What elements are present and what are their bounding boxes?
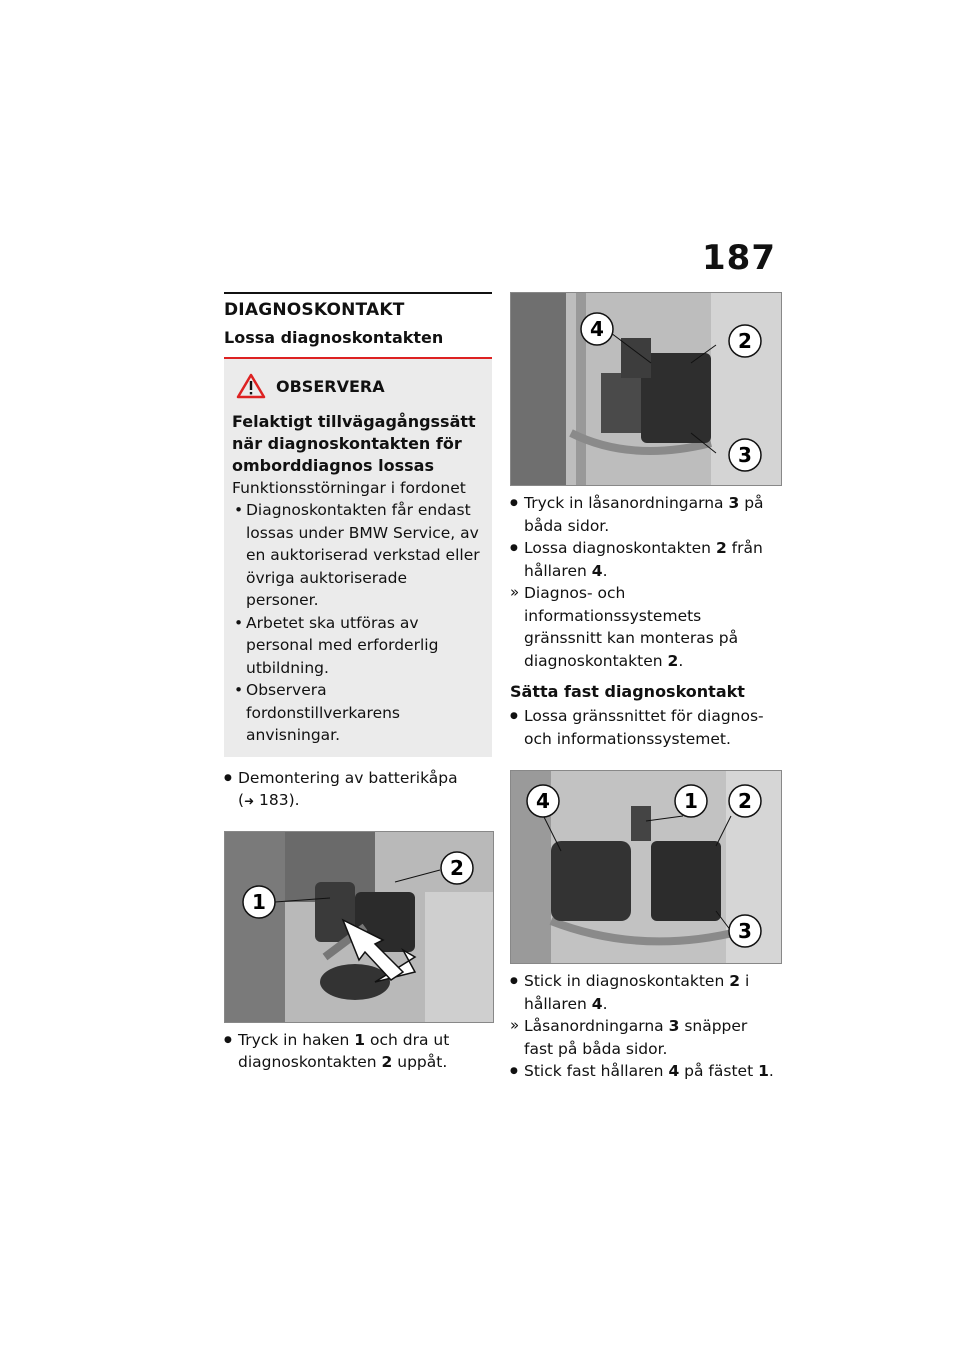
warning-list (232, 499, 484, 747)
step-text: i hållaren (524, 972, 750, 1013)
callout-label: 3 (738, 919, 752, 943)
ref-number: 1 (758, 1062, 769, 1080)
callout-label: 3 (738, 443, 752, 467)
ref-number: 4 (591, 561, 603, 580)
ref-number: 4 (668, 1062, 680, 1080)
figure-2 (510, 292, 782, 486)
step-list-3 (510, 492, 780, 672)
step-text: Diagnos- och informationssystemets gränssnitt kan monteras på diagnoskontakten (524, 584, 739, 670)
step-text: Tryck in låsanordningarna (524, 494, 729, 512)
step-text: Lossa diagnoskontakten (524, 539, 716, 557)
callout-label: 4 (590, 317, 604, 341)
step-list-1 (224, 767, 492, 813)
page-reference[interactable]: 183). (254, 791, 300, 809)
list-item: • Diagnoskontakten får endast lossas under BMW Service, av en auktoriserad verkstad eller övriga auktoriserade personer. (232, 499, 484, 612)
figure-1 (224, 831, 494, 1023)
step-item (510, 1060, 780, 1083)
section-title: DIAGNOSKONTAKT (224, 300, 405, 320)
step-text: . (768, 1062, 774, 1080)
step-item (510, 492, 780, 537)
step-text: Låsanordningarna (524, 1017, 669, 1035)
step-text: Stick in diagnoskontakten (524, 972, 730, 990)
callout-label: 4 (536, 789, 550, 813)
callout-label: 1 (252, 889, 266, 914)
step-text: . (602, 994, 608, 1013)
subsection-title: Sätta fast diagnoskontakt (510, 682, 745, 701)
step-item (510, 970, 780, 1015)
ref-number: 2 (715, 539, 727, 557)
result-item (510, 1015, 780, 1060)
ref-number: 1 (354, 1030, 366, 1049)
section-rule (224, 292, 492, 294)
step-text: på båda sidor. (524, 494, 764, 535)
arrow-right-icon: ➜ (244, 794, 255, 808)
ref-number: 4 (591, 994, 603, 1013)
step-text: på fästet (679, 1062, 759, 1080)
warning-intro: Funktionsstörningar i fordonet (232, 479, 466, 497)
warning-label: OBSERVERA (276, 376, 385, 396)
warning-box (224, 359, 492, 757)
step-text: uppåt. (392, 1053, 448, 1071)
step-text: Demontering av batterikåpa (238, 768, 458, 787)
figure-3 (510, 770, 782, 964)
ref-number: 3 (668, 1017, 680, 1035)
ref-open: ( (238, 791, 245, 809)
step-text: från hållaren (524, 539, 763, 580)
step-list-2 (224, 1029, 492, 1074)
warning-heading: Felaktigt tillvägagångssätt när diagnoskontakten för omborddiagnos lossas (232, 412, 476, 475)
page-number: 187 (702, 238, 776, 278)
section-subtitle: Lossa diagnoskontakten (224, 328, 444, 347)
ref-number: 2 (667, 651, 679, 670)
step-item (224, 1029, 492, 1074)
right-column (510, 292, 780, 1083)
step-item (224, 767, 492, 813)
warning-triangle-icon (236, 373, 266, 399)
ref-number: 3 (728, 494, 740, 512)
step-text: snäpper fast på båda sidor. (524, 1017, 748, 1058)
step-item: ● Lossa gränssnittet för diagnos- och informationssystemet. (510, 705, 780, 750)
step-text: och dra ut diagnoskontakten (238, 1030, 450, 1071)
list-item: • Observera fordonstillverkarens anvisningar. (232, 679, 484, 747)
step-text: Stick fast hållaren (524, 1062, 669, 1080)
step-list-4 (510, 705, 780, 750)
step-text: Tryck in haken (238, 1030, 355, 1049)
step-text: . (678, 651, 684, 670)
callout-label: 2 (738, 329, 752, 353)
ref-number: 2 (381, 1053, 393, 1071)
left-column (224, 292, 492, 1074)
step-item (510, 537, 780, 582)
callout-label: 2 (450, 855, 464, 880)
warning-header (232, 373, 484, 399)
step-text: . (602, 561, 608, 580)
list-item: • Arbetet ska utföras av personal med erforderlig utbildning. (232, 612, 484, 680)
ref-number: 2 (729, 972, 741, 990)
result-item (510, 582, 780, 672)
step-list-5 (510, 970, 780, 1083)
callout-label: 2 (738, 789, 752, 813)
callout-label: 1 (684, 789, 698, 813)
